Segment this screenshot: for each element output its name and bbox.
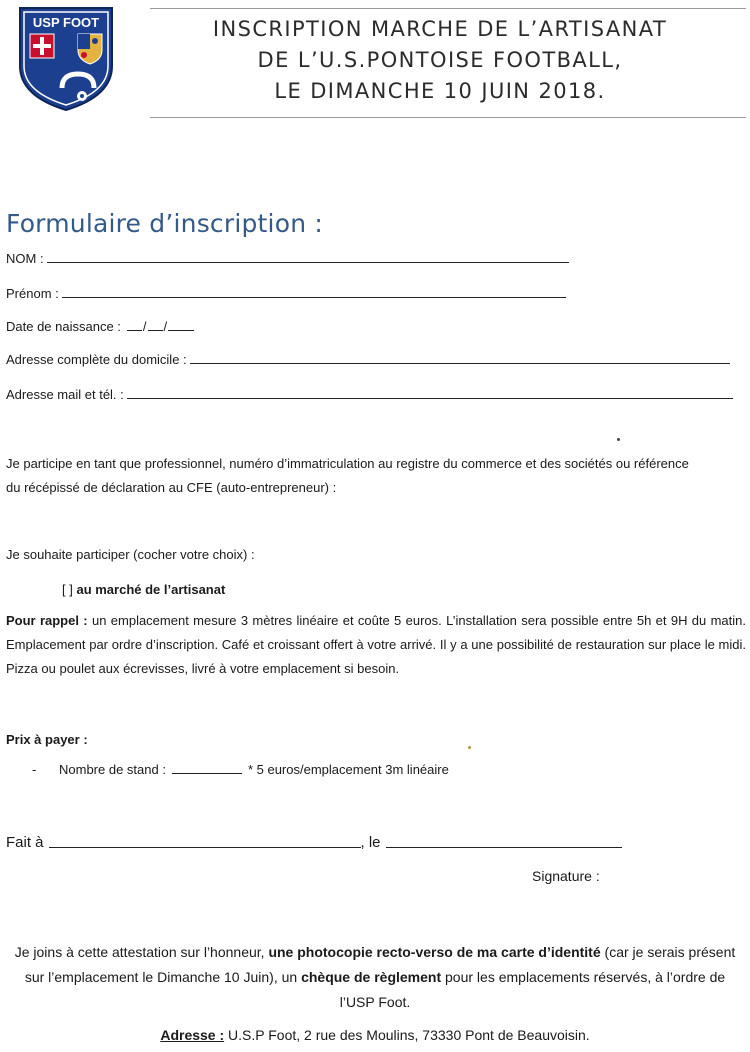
stand-count-line[interactable] (172, 773, 242, 774)
artisanat-checkbox[interactable]: [ ] (62, 582, 73, 597)
fait-lieu-line[interactable] (49, 847, 361, 848)
attest-part-3: pour les emplacements réservés, à l’ordre de l’USP Foot. (339, 969, 726, 1010)
artisanat-option-label: au marché de l’artisanat (76, 582, 226, 597)
adresse-input-line[interactable] (190, 363, 730, 364)
rappel-paragraph (6, 609, 746, 681)
nom-input-line[interactable] (47, 262, 569, 263)
form-heading: Formulaire d’inscription : (6, 209, 324, 238)
title-line-2: DE L’U.S.PONTOISE FOOTBALL, (257, 48, 623, 72)
dob-label: Date de naissance : (6, 319, 121, 334)
logo-text: USP FOOT (32, 15, 100, 30)
attest-bold-2: chèque de règlement (301, 969, 442, 985)
document-title (150, 14, 730, 107)
title-line-1: INSCRIPTION MARCHE DE L’ARTISANAT (212, 17, 668, 41)
date-naissance-field[interactable] (6, 319, 195, 334)
participation-line-2: du récépissé de déclaration au CFE (auto-entrepreneur) : (6, 480, 337, 495)
usp-foot-logo (16, 4, 116, 112)
mail-tel-field[interactable] (6, 387, 733, 402)
usp-foot-shield-icon (16, 4, 116, 112)
address-value: U.S.P Foot, 2 rue des Moulins, 73330 Pont de Beauvoisin. (224, 1027, 590, 1043)
participation-paragraph (6, 452, 689, 500)
le-label: , le (360, 834, 381, 851)
attestation-paragraph (10, 940, 740, 1015)
prenom-label: Prénom : (6, 286, 59, 301)
header-bottom-rule (150, 117, 746, 118)
rappel-text: un emplacement mesure 3 mètres linéaire et coûte 5 euros. L’installation sera possible entre 5h et 9H du matin. Emplacement par ordre d’inscription. Café et croissant offert à votre arrivé. Il y a une possibilité de restauration sur place le midi. Pizza ou poulet aux écrevisses, livré à votre emplacement si besoin. (6, 613, 746, 676)
stand-suffix: * 5 euros/emplacement 3m linéaire (247, 762, 449, 777)
title-line-3: LE DIMANCHE 10 JUIN 2018. (274, 79, 606, 103)
nom-label: NOM : (6, 251, 44, 266)
postal-address (0, 1027, 750, 1043)
address-label: Adresse : (160, 1027, 225, 1043)
stand-row[interactable] (32, 762, 449, 777)
adresse-field[interactable] (6, 352, 730, 367)
dob-year-line[interactable] (168, 330, 194, 331)
mail-input-line[interactable] (127, 398, 733, 399)
scan-speck (617, 438, 620, 441)
date-line[interactable] (386, 847, 622, 848)
choice-intro: Je souhaite participer (cocher votre choix) : (6, 547, 255, 562)
artisanat-option[interactable] (62, 582, 225, 597)
stand-label: Nombre de stand : (59, 762, 166, 777)
scan-speck (468, 746, 471, 749)
dob-day-line[interactable] (127, 330, 142, 331)
fait-row[interactable] (6, 834, 622, 851)
dob-month-line[interactable] (148, 330, 163, 331)
prenom-input-line[interactable] (62, 297, 566, 298)
dob-separator-1: / (142, 319, 147, 334)
rappel-label: Pour rappel : (6, 613, 88, 628)
attest-part-2: (car je serais présent sur l’emplacement le Dimanche 10 Juin), un (24, 944, 736, 985)
attest-part-1: Je joins à cette attestation sur l’honneur, (14, 944, 269, 960)
header-top-rule (150, 8, 746, 9)
mail-label: Adresse mail et tél. : (6, 387, 124, 402)
bullet-dash: - (32, 762, 37, 777)
prix-title: Prix à payer : (6, 732, 88, 747)
prenom-field[interactable] (6, 286, 566, 301)
adresse-label: Adresse complète du domicile : (6, 352, 187, 367)
fait-label: Fait à (6, 834, 44, 851)
attest-bold-1: une photocopie recto-verso de ma carte d’identité (268, 944, 601, 960)
signature-label: Signature : (532, 868, 600, 884)
nom-field[interactable] (6, 251, 569, 266)
dob-separator-2: / (163, 319, 168, 334)
participation-line-1: Je participe en tant que professionnel, numéro d’immatriculation au registre du commerce et des sociétés ou référence (6, 456, 689, 471)
